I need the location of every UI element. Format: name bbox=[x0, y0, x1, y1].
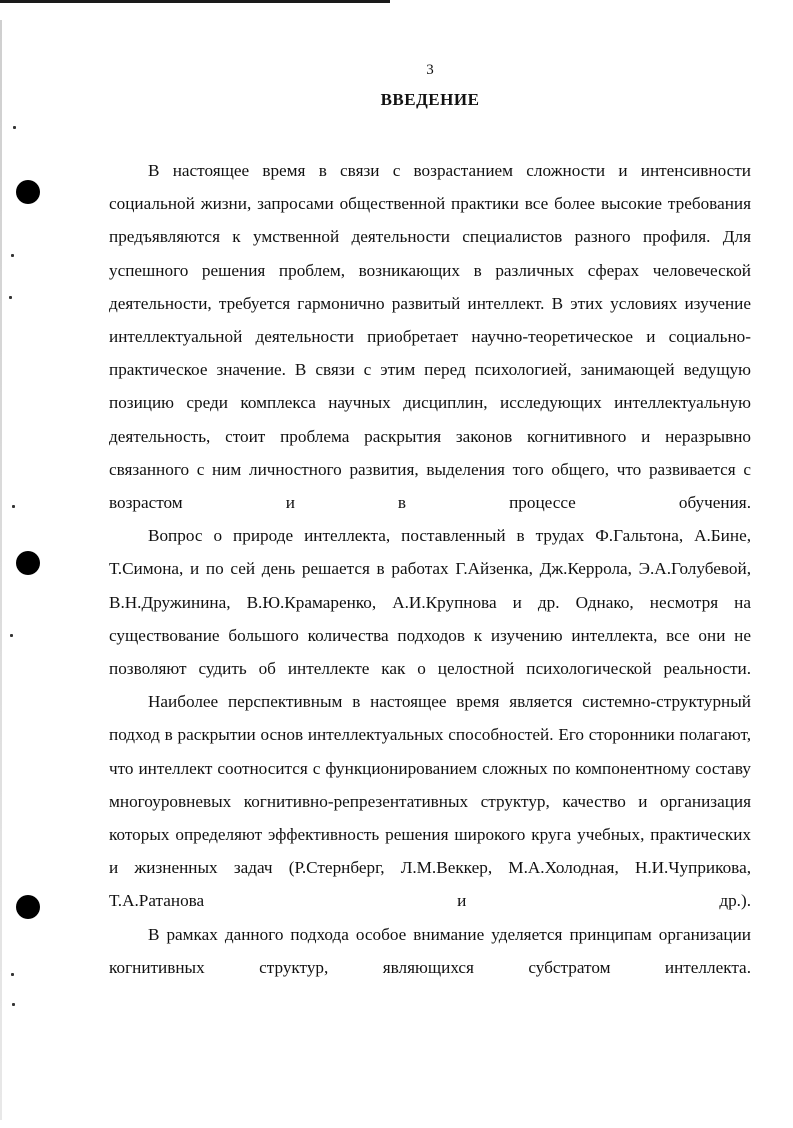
scan-speck bbox=[10, 634, 13, 637]
binder-hole-2 bbox=[16, 551, 40, 575]
scan-left-edge bbox=[0, 20, 2, 1120]
paragraph-4: В рамках данного подхода особое внимание уделяется принципам организации когнитивных структур, являющихся субстратом интеллекта. bbox=[109, 924, 751, 977]
section-heading: ВВЕДЕНИЕ bbox=[380, 90, 480, 109]
scan-speck bbox=[9, 296, 12, 299]
binder-hole-1 bbox=[16, 180, 40, 204]
scan-top-edge bbox=[0, 0, 390, 3]
paragraph-1: В настоящее время в связи с возрастанием сложности и интенсивности социальной жизни, запросами общественной практики все более высокие требования предъявляются к умственной деятельности специалистов разного профиля. Для успешного решения проблем, возникающих в различных сферах человеческой деятельности, требуется гармонично развитый интеллект. В этих условиях изучение интеллектуальной деятельности приобретает научно-теоретическое и социально-практическое значение. В связи с этим перед психологией, занимающей ведущую позицию среди комплекса научных дисциплин, исследующих интеллектуальную деятельность, стоит проблема раскрытия законов когнитивного и неразрывно связанного с ним личностного развития, выделения того общего, что развивается с возрастом и в процессе обучения. bbox=[109, 161, 751, 513]
paragraph-3: Наиболее перспективным в настоящее время является системно-структурный подход в раскрытии основ интеллектуальных способностей. Его сторонники полагают, что интеллект соотносится с функционированием сложных по компонентному составу многоуровневых когнитивно-репрезентативных структур, качество и организация которых определяют эффективность решения широкого круга учебных, практических и жизненных задач (Р.Стернберг, Л.М.Веккер, М.А.Холодная, Н.И.Чуприкова, Т.А.Ратанова и др.). bbox=[109, 692, 751, 911]
scan-speck bbox=[12, 505, 15, 508]
body-text bbox=[109, 154, 751, 984]
paragraph-2: Вопрос о природе интеллекта, поставленный в трудах Ф.Гальтона, А.Бине, Т.Симона, и по сей день решается в работах Г.Айзенка, Дж.Керрола, Э.А.Голубевой, В.Н.Дружинина, В.Ю.Крамаренко, А.И.Крупнова и др. Однако, несмотря на существование большого количества подходов к изучению интеллекта, все они не позволяют судить об интеллекте как о целостной психологической реальности. bbox=[109, 526, 751, 679]
binder-hole-3 bbox=[16, 895, 40, 919]
scan-speck bbox=[13, 126, 16, 129]
scan-speck bbox=[11, 254, 14, 257]
scan-speck bbox=[11, 973, 14, 976]
page-number: 3 bbox=[426, 62, 434, 78]
scan-speck bbox=[12, 1003, 15, 1006]
